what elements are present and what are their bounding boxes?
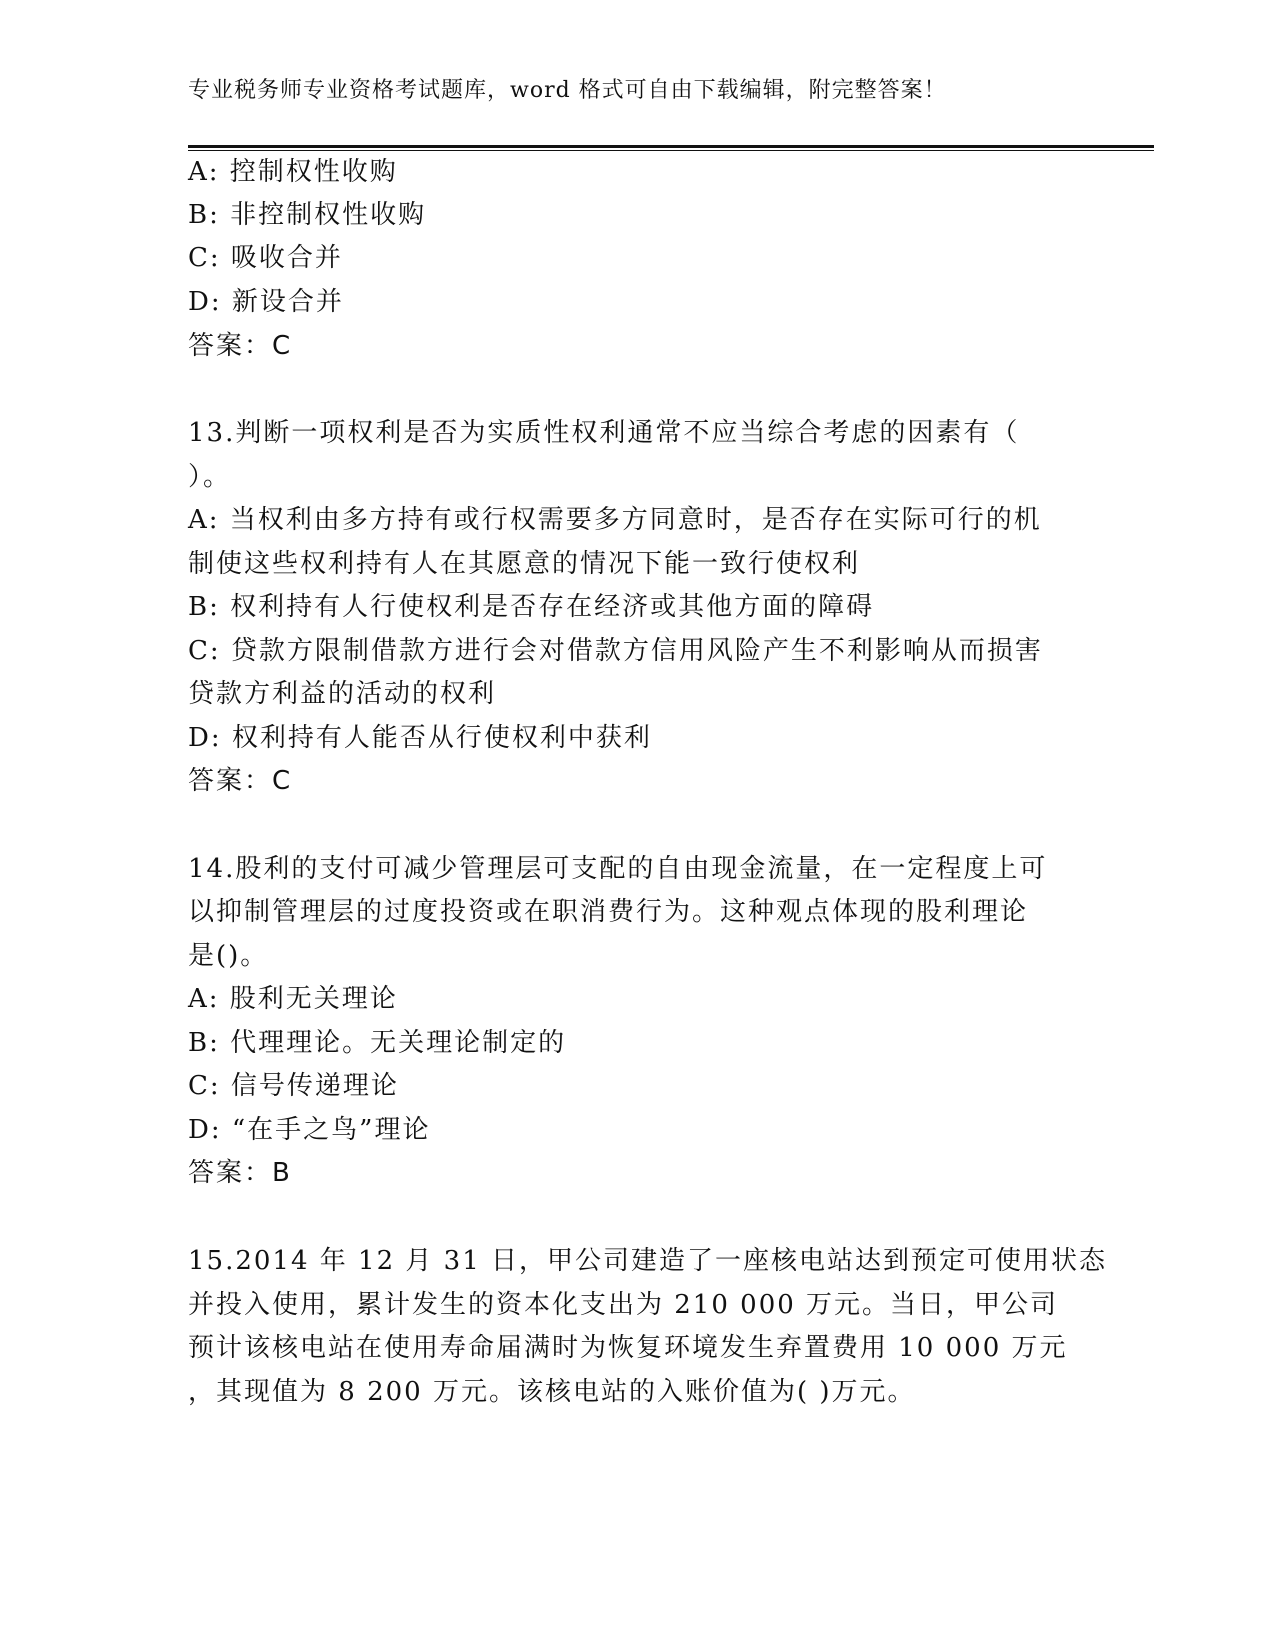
q13-answer: 答案：C — [188, 766, 293, 796]
q13-option-c: C: 贷款方限制借款方进行会对借款方信用风险产生不利影响从而损害 — [188, 636, 1043, 666]
q15-stem-line-3: 预计该核电站在使用寿命届满时为恢复环境发生弃置费用 10 000 万元 — [188, 1333, 1068, 1363]
q13-stem-line-2: ）。 — [188, 462, 232, 492]
q13-option-b: B: 权利持有人行使权利是否存在经济或其他方面的障碍 — [188, 592, 875, 622]
q13-option-a-cont: 制使这些权利持有人在其愿意的情况下能一致行使权利 — [188, 549, 861, 579]
page-header: 专业税务师专业资格考试题库，word 格式可自由下载编辑，附完整答案！ — [188, 78, 947, 103]
q14-stem-line-1: 14.股利的支付可减少管理层可支配的自由现金流量，在一定程度上可 — [188, 854, 1048, 884]
q15-stem-line-1: 15.2014 年 12 月 31 日，甲公司建造了一座核电站达到预定可使用状态 — [188, 1246, 1108, 1276]
header-rule — [188, 145, 1154, 148]
header-rule-thin — [188, 150, 1154, 151]
q14-stem-line-2: 以抑制管理层的过度投资或在职消费行为。这种观点体现的股利理论 — [188, 897, 1029, 927]
q12-option-a: A: 控制权性收购 — [188, 157, 398, 187]
q13-option-c-cont: 贷款方利益的活动的权利 — [188, 679, 497, 709]
q14-option-c: C: 信号传递理论 — [188, 1071, 399, 1101]
q13-stem-line-1: 13.判断一项权利是否为实质性权利通常不应当综合考虑的因素有（ — [188, 418, 1020, 448]
q15-stem-line-2: 并投入使用，累计发生的资本化支出为 210 000 万元。当日，甲公司 — [188, 1290, 1059, 1320]
q14-option-d: D: “在手之鸟”理论 — [188, 1115, 431, 1145]
q13-option-a: A: 当权利由多方持有或行权需要多方同意时，是否存在实际可行的机 — [188, 505, 1042, 535]
q14-answer: 答案：B — [188, 1158, 292, 1188]
q14-stem-line-3: 是()。 — [188, 941, 269, 971]
q14-option-a: A: 股利无关理论 — [188, 984, 398, 1014]
q12-option-b: B: 非控制权性收购 — [188, 200, 427, 230]
q14-option-b: B: 代理理论。无关理论制定的 — [188, 1028, 567, 1058]
q12-option-c: C: 吸收合并 — [188, 243, 343, 273]
q12-option-d: D: 新设合并 — [188, 287, 344, 317]
q15-stem-line-4: ，其现值为 8 200 万元。该核电站的入账价值为( )万元。 — [188, 1377, 916, 1407]
q12-answer: 答案：C — [188, 331, 293, 361]
q13-option-d: D: 权利持有人能否从行使权利中获利 — [188, 723, 652, 753]
